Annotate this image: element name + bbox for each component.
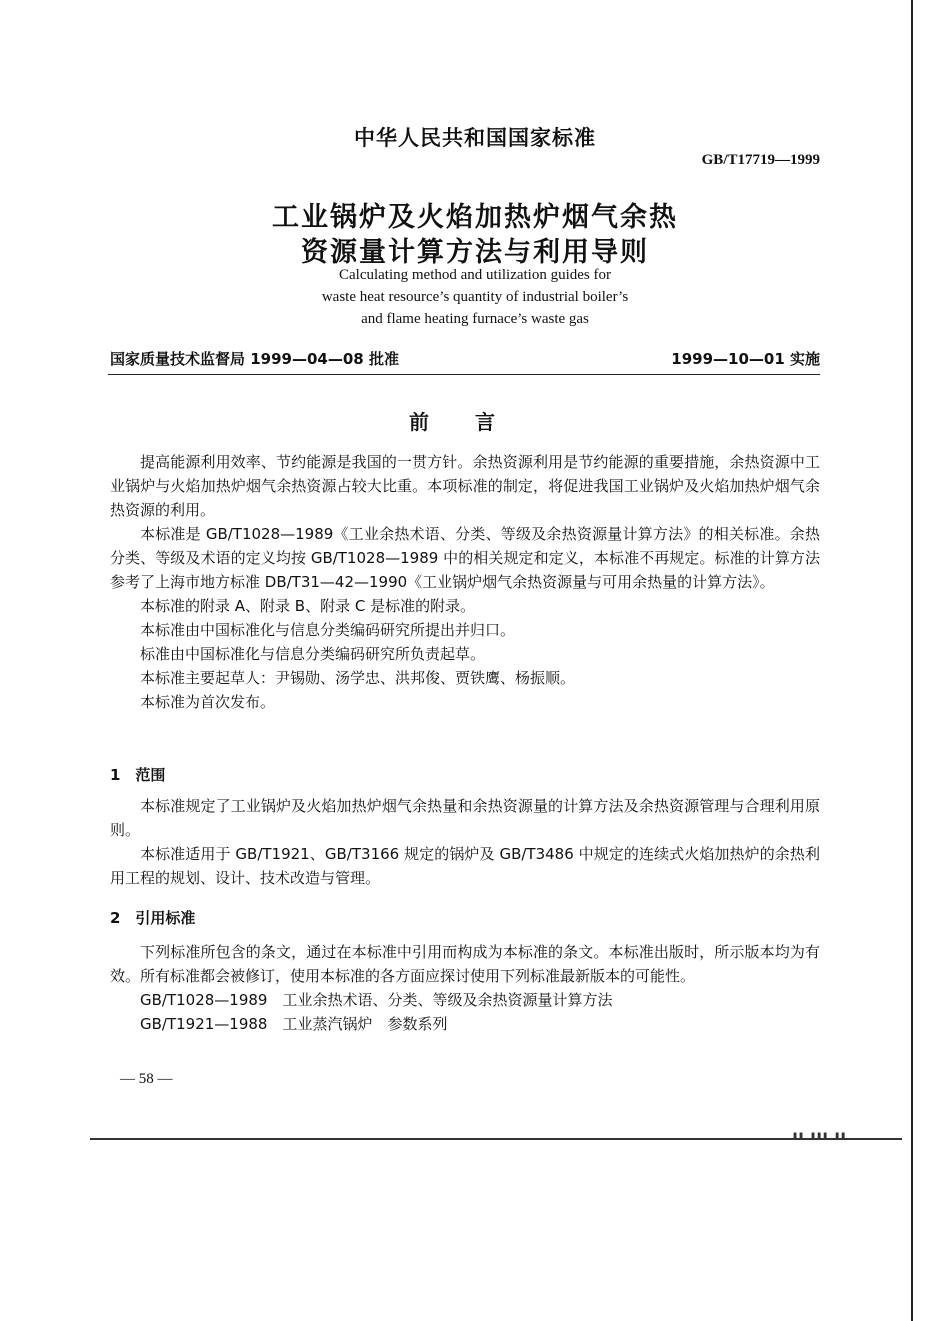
footer-rule	[90, 1138, 902, 1140]
section-2-paragraph: 下列标准所包含的条文，通过在本标准中引用而构成为本标准的条文。本标准出版时，所示版本均为有效。所有标准都会被修订，使用本标准的各方面应探讨使用下列标准最新版本的可能性。	[110, 943, 820, 985]
title-en-line-2: waste heat resource’s quantity of industrial boiler’s	[321, 289, 629, 305]
title-cn-line-2: 资源量计算方法与利用导则	[301, 237, 649, 268]
foreword-body	[110, 450, 820, 714]
reference-standard-item: GB/T1028—1989 工业余热术语、分类、等级及余热资源量计算方法	[140, 991, 613, 1009]
scan-artifact-marks: ▮▮ ▮▮▮ ▮▮	[792, 1130, 847, 1141]
section-1-paragraph: 本标准适用于 GB/T1921、GB/T3166 规定的锅炉及 GB/T3486 中规定的连续式火焰加热炉的余热利用工程的规划、设计、技术改造与管理。	[110, 845, 820, 887]
title-cn-line-1: 工业锅炉及火焰加热炉烟气余热	[272, 202, 678, 233]
foreword-heading: 前言	[409, 410, 541, 434]
implementation-date: 1999—10—01 实施	[671, 350, 820, 368]
foreword-paragraph: 本标准主要起草人：尹锡勋、汤学忠、洪邦俊、贾铁鹰、杨振顺。	[140, 669, 576, 687]
section-1-paragraph: 本标准规定了工业锅炉及火焰加热炉烟气余热量和余热资源量的计算方法及余热资源管理与合理利用原则。	[110, 797, 820, 839]
standard-code: GB/T17719—1999	[701, 152, 820, 168]
approval-date: 国家质量技术监督局 1999—04—08 批准	[110, 350, 399, 368]
national-standard-heading: 中华人民共和国国家标准	[354, 126, 596, 150]
foreword-paragraph: 提高能源利用效率、节约能源是我国的一贯方针。余热资源利用是节约能源的重要措施，余热资源中工业锅炉与火焰加热炉烟气余热资源占较大比重。本项标准的制定，将促进我国工业锅炉及火焰加热炉烟气余热资源的利用。	[110, 453, 820, 519]
page-number: — 58 —	[120, 1071, 173, 1087]
title-en-line-1: Calculating method and utilization guides for	[338, 267, 612, 283]
foreword-paragraph: 本标准由中国标准化与信息分类编码研究所提出并归口。	[140, 621, 516, 639]
title-en-line-3: and flame heating furnace’s waste gas	[361, 311, 589, 327]
foreword-paragraph: 标准由中国标准化与信息分类编码研究所负责起草。	[140, 645, 486, 663]
foreword-paragraph: 本标准是 GB/T1028—1989《工业余热术语、分类、等级及余热资源量计算方法》的相关标准。余热分类、等级及术语的定义均按 GB/T1028—1989 中的相关规定和定义，本标准不再规定。标准的计算方法参考了上海市地方标准 DB/T31—42—1990《工业锅炉烟气余热资源量与可用余热量的计算方法》。	[110, 525, 820, 591]
reference-standard-item: GB/T1921—1988 工业蒸汽锅炉 参数系列	[140, 1015, 448, 1033]
section-2-body	[110, 940, 820, 1036]
section-2-heading: 2 引用标准	[110, 909, 196, 927]
foreword-paragraph: 本标准为首次发布。	[140, 693, 276, 711]
section-1-heading: 1 范围	[110, 766, 166, 784]
section-1-body	[110, 794, 820, 890]
foreword-paragraph: 本标准的附录 A、附录 B、附录 C 是标准的附录。	[140, 597, 476, 615]
header-divider	[108, 374, 820, 375]
